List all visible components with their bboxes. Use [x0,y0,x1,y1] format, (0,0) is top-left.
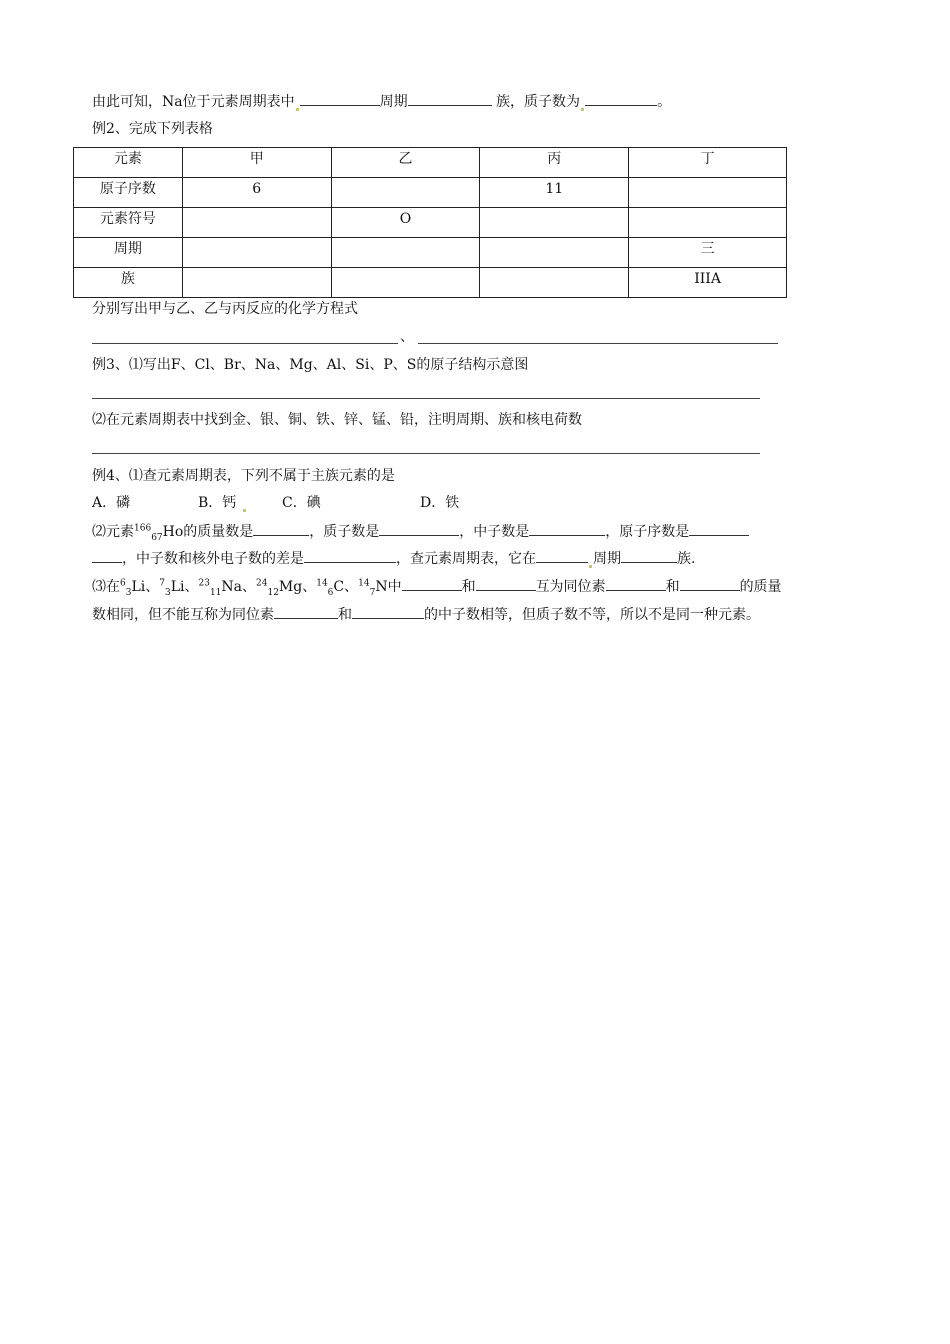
separator: 、 [344,579,359,595]
intro-period-label: 周期 [379,94,408,110]
table-cell[interactable] [182,268,331,298]
table-cell[interactable] [331,238,480,268]
table-cell: 周期 [74,238,183,268]
answer-line[interactable] [418,343,778,344]
ex4-q2-line2 [92,549,695,568]
stray-dot [243,509,246,512]
ex4-q3-line1 [92,577,782,596]
ex3-q1: 例3、⑴写出F、Cl、Br、Na、Mg、Al、Si、P、S的原子结构示意图 [92,357,529,373]
nuclide-symbol: Li [131,579,146,595]
atomic-number: 6 [327,587,334,598]
option-b[interactable]: B．钙 [198,495,237,511]
table-cell: 元素符号 [74,208,183,238]
separator: 、 [184,579,199,595]
table-row [74,178,787,208]
ex4-q3-text: 互为同位素 [535,579,606,595]
option-a[interactable]: A．磷 [92,495,131,511]
mass-number: 23 [198,578,210,589]
option-c[interactable]: C．碘 [282,495,321,511]
table-cell[interactable] [182,238,331,268]
ex4-q2-text: ，质子数是 [309,524,380,540]
period-blank[interactable] [536,549,588,563]
ex4-q2-text: 族. [677,551,696,567]
table-header-row [74,148,787,178]
answer-line[interactable] [92,343,398,344]
table-header-cell: 丙 [480,148,629,178]
mass-number: 166 [134,523,152,534]
separator: 、 [242,579,257,595]
mass-number: 14 [358,578,370,589]
isotope-blank-2[interactable] [476,577,536,591]
ex3-q2: ⑵在元素周期表中找到金、银、铜、铁、锌、锰、铅，注明周期、族和核电荷数 [92,412,582,428]
atomic-number: 11 [209,587,222,598]
ex4-q1: 例4、⑴查元素周期表，下列不属于主族元素的是 [92,468,395,484]
intro-text: 由此可知，Na位于元素周期表中 [92,94,295,110]
ex2-question: 分别写出甲与乙、乙与丙反应的化学方程式 [92,301,358,317]
atomic-number: 3 [125,587,132,598]
period-blank[interactable] [300,92,380,106]
nuclide-symbol: Mg [278,579,303,595]
table-cell[interactable] [480,238,629,268]
ex4-q3-text: 和 [665,579,680,595]
answer-line[interactable] [92,398,760,399]
table-cell: 族 [74,268,183,298]
stray-dot [296,108,299,111]
table-cell[interactable] [629,178,787,208]
mass-number: 24 [256,578,268,589]
element-table [73,147,787,298]
table-cell: IIIA [629,268,787,298]
ex4-q2-text: 周期 [593,551,621,567]
answer-line[interactable] [92,453,760,454]
ex4-q2-text: ，原子序数是 [605,524,690,540]
ex4-q3-line2 [92,605,760,624]
atomic-number: 67 [151,532,163,543]
proton-blank[interactable] [585,92,657,106]
separator: 、 [302,579,317,595]
table-header-cell: 乙 [331,148,480,178]
table-cell: 原子序数 [74,178,183,208]
neutron-same-blank-1[interactable] [274,605,338,619]
table-cell: 6 [182,178,331,208]
table-header-cell: 元素 [74,148,183,178]
difference-blank[interactable] [304,549,396,563]
ex4-q3-text: ⑶在 [92,579,120,595]
table-cell: O [331,208,480,238]
ex4-q3-text: 数相同，但不能互称为同位素 [92,607,274,623]
ex4-q2-line1 [92,522,749,541]
nuclide-symbol: Na [221,579,243,595]
mass-same-blank-2[interactable] [680,577,740,591]
table-row [74,268,787,298]
intro-end: 。 [657,94,672,110]
table-cell[interactable] [480,268,629,298]
ex4-q3-text: 和 [338,607,352,623]
separator: 、 [145,579,160,595]
neutron-same-blank-2[interactable] [352,605,424,619]
table-row [74,208,787,238]
answer-separator: 、 [400,329,414,345]
neutron-blank[interactable] [529,522,605,536]
isotope-blank-1[interactable] [402,577,462,591]
group-blank[interactable] [408,92,492,106]
mass-blank[interactable] [253,522,309,536]
table-cell[interactable] [182,208,331,238]
mass-number: 14 [316,578,328,589]
atomic-number-blank[interactable] [689,522,749,536]
atomic-number: 7 [369,587,376,598]
ex2-title: 例2、完成下列表格 [92,121,213,137]
nuclide-symbol: Li [170,579,185,595]
ex4-q2-text: ，查元素周期表，它在 [396,551,536,567]
ex4-q3-text: 的中子数相等，但质子数不等，所以不是同一种元素。 [424,607,760,623]
intro-group-label: 族，质子数为 [491,94,581,110]
nuclide-symbol: C [333,579,345,595]
ex4-q2-text: ，中子数和核外电子数的差是 [122,551,304,567]
table-cell[interactable] [331,268,480,298]
table-cell[interactable] [480,208,629,238]
nuclide-symbol: N [375,579,388,595]
stray-dot [581,108,584,111]
table-cell: 11 [480,178,629,208]
mass-number: 6 [120,578,126,589]
table-cell[interactable] [629,208,787,238]
mass-number: 7 [159,578,165,589]
group-blank[interactable] [621,549,677,563]
ex4-q3-text: 的质量 [739,579,782,595]
atomic-number: 12 [267,587,279,598]
proton-blank[interactable] [379,522,459,536]
atomic-number-blank-cont[interactable] [92,549,122,563]
option-d[interactable]: D．铁 [420,495,460,511]
intro-line [92,92,671,111]
table-row [74,238,787,268]
stray-dot [589,565,592,568]
table-cell: 三 [629,238,787,268]
atomic-number: 3 [164,587,171,598]
table-cell[interactable] [331,178,480,208]
table-header-cell: 甲 [182,148,331,178]
table-header-cell: 丁 [629,148,787,178]
element-symbol: Ho [162,524,184,540]
ex4-q3-text: 中 [387,579,402,595]
ex4-options [92,494,459,512]
ex4-q2-text: ，中子数是 [459,524,530,540]
ex4-q2-text: 的质量数是 [183,524,254,540]
ex4-q3-text: 和 [461,579,476,595]
mass-same-blank-1[interactable] [606,577,666,591]
ex4-q2-text: ⑵元素 [92,524,134,540]
